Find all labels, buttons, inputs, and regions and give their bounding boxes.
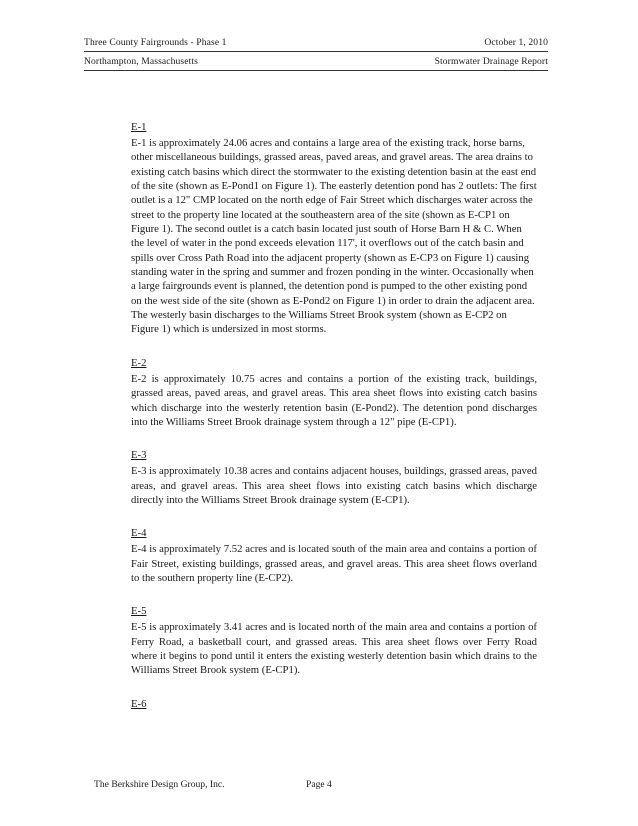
project-location: Northampton, Massachusetts xyxy=(84,56,198,67)
section-e3 xyxy=(131,448,537,507)
section-e6 xyxy=(131,697,537,713)
section-heading: E-1 xyxy=(131,121,147,133)
project-title: Three County Fairgrounds - Phase 1 xyxy=(84,37,227,48)
section-paragraph: E-4 is approximately 7.52 acres and is located south of the main area and contains a portion of Fair Street, existing buildings, grassed areas, and gravel areas. This area sheet flows overland to the southern property line (E-CP2). xyxy=(131,543,537,584)
section-heading: E-4 xyxy=(131,527,147,540)
header-row-bottom xyxy=(84,56,548,67)
section-e2 xyxy=(131,356,537,429)
section-e1 xyxy=(131,120,537,337)
header-rule-top xyxy=(84,51,548,52)
section-paragraph: E-2 is approximately 10.75 acres and contains a portion of the existing track, buildings, grassed areas, paved areas, and gravel areas. This area sheet flows into existing catch basins which discharge into the westerly retention basin (E-Pond2). The detention pond discharges into the Williams Street Brook drainage system through a 12" pipe (E-CP1). xyxy=(131,372,537,428)
section-paragraph: E-5 is approximately 3.41 acres and is located north of the main area and contains a portion of Ferry Road, a basketball court, and grassed areas. This area sheet flows over Ferry Road where it begins to pond until it enters the existing westerly detention basin which drains to the Williams Street Brook system (E-CP1). xyxy=(131,621,537,677)
footer-company: The Berkshire Design Group, Inc. xyxy=(94,779,225,790)
section-paragraph: E-1 is approximately 24.06 acres and contains a large area of the existing track, horse barns, other miscellaneous buildings, grassed areas, paved areas, and gravel areas. The area drains to existing catch basins which direct the stormwater to the existing detention basin at the east end of the site (shown as E-Pond1 on Figure 1). The easterly detention pond has 2 outlets: The first outlet is a 12" CMP located on the north edge of Fair Street which discharges water across the street to the property line located at the southeastern area of the site (shown as E-CP1 on Figure 1). The second outlet is a catch basin located just south of Horse Barn H & C. When the level of water in the pond exceeds elevation 117', it overflows out of the catch basin and spills over Cross Path Road into the adjacent property (shown as E-CP3 on Figure 1) causing standing water in the spring and summer and frozen ponding in the winter. Occasionally when a large fairgrounds event is planned, the detention pond is pumped to the other existing pond on the west side of the site (shown as E-Pond2 on Figure 1) in order to drain the adjacent area. The westerly basin discharges to the Williams Street Brook system (shown as E-CP2 on Figure 1) which is undersized in most storms. xyxy=(131,137,537,336)
page-footer xyxy=(94,779,544,793)
section-heading: E-2 xyxy=(131,356,147,369)
section-paragraph: E-3 is approximately 10.38 acres and contains adjacent houses, buildings, grassed areas, paved areas, and gravel areas. This area sheet flows into existing catch basins which discharge directly into the Williams Street Brook drainage system (E-CP1). xyxy=(131,465,537,506)
section-e4 xyxy=(131,526,537,585)
section-heading: E-3 xyxy=(131,449,147,462)
section-e5 xyxy=(131,604,537,677)
section-heading: E-6 xyxy=(131,697,147,710)
page-number: Page 4 xyxy=(306,779,332,790)
header-row-top xyxy=(84,37,548,48)
report-title: Stormwater Drainage Report xyxy=(434,56,548,67)
section-heading: E-5 xyxy=(131,605,147,618)
report-date: October 1, 2010 xyxy=(484,37,548,48)
header-rule-bottom xyxy=(84,70,548,71)
document-body xyxy=(131,120,537,732)
